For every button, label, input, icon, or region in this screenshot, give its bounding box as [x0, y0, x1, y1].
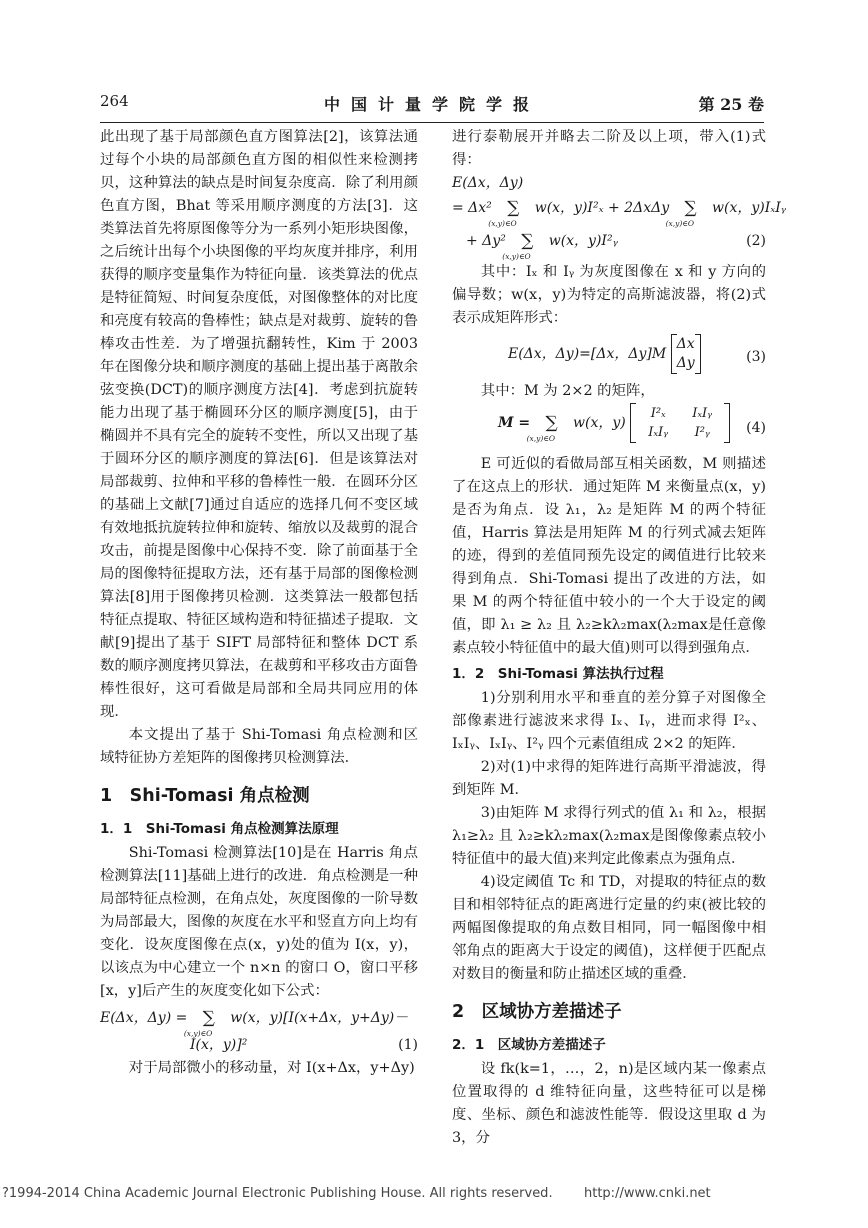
summation-symbol: ∑ (x,y)∈O — [496, 197, 530, 220]
step-paragraph: 3)由矩阵 M 求得行列式的值 λ₁ 和 λ₂，根据 λ₁≥λ₂ 且 λ₂≥kλ₂max(λ₂max是图像像素点较小特征值中的最大值)来判定此像素点为强角点． — [452, 805, 766, 867]
summation-symbol: ∑ (x,y)∈O — [510, 230, 544, 253]
step-paragraph: 2)对(1)中求得的矩阵进行高斯平滑滤波，得到矩阵 M． — [452, 759, 766, 798]
equation-1 — [100, 1007, 418, 1057]
paragraph: Shi-Tomasi 检测算法[10]是在 Harris 角点检测算法[11]基础上进行的改进．角点检测是一种局部特征点检测，在角点处，灰度图像的一阶导数为局部最大，图像的灰度在水平和竖直方向上均有变化．设灰度图像在点(x，y)处的值为 I(x，y)，以该点为中心建立一个 n×n 的窗口 O，窗口平移[x，y]后产生的灰度变化如下公式： — [100, 845, 418, 999]
page-header — [100, 92, 764, 116]
matrix-2x2 — [636, 404, 724, 442]
summation-symbol: ∑ (x,y)∈O — [192, 1007, 226, 1030]
paragraph: 对于局部微小的移动量，对 I(x+Δx，y+Δy) — [128, 1060, 415, 1076]
right-bracket — [695, 334, 701, 374]
equation-text: w(x，y)IₓIᵧ — [712, 200, 787, 216]
equation-text: E(Δx，Δy)=[Δx，Δy]M — [508, 345, 667, 362]
matrix-entry: IₓIᵧ — [648, 425, 669, 440]
equation-text: M = — [498, 414, 531, 431]
equation-text: w(x，y)I²ₓ + 2ΔxΔy — [534, 200, 670, 216]
paragraph: 设 fk(k=1，…，2，n)是区域内某一像素点位置取得的 d 维特征向量，这些特征可以是梯度、坐标、颜色和滤波性能等．假设这里取 d 为 3，分 — [452, 1061, 766, 1146]
equation-4 — [452, 403, 766, 453]
right-bracket — [724, 403, 730, 443]
subsection-heading: 1．2 Shi-Tomasi 算法执行过程 — [452, 666, 664, 682]
equation-text: w(x，y)I²ᵧ — [548, 233, 618, 249]
equation-text: w(x，y) — [573, 414, 626, 431]
paragraph: 其中：M 为 2×2 的矩阵， — [480, 383, 655, 399]
matrix-entry: I²ₓ — [650, 406, 666, 421]
equation-number: (4) — [746, 420, 766, 436]
subsection-heading: 1．1 Shi-Tomasi 角点检测算法原理 — [100, 821, 339, 837]
equation-number: (2) — [746, 233, 766, 249]
left-column — [100, 126, 418, 1080]
summation-subscript: (x,y)∈O — [526, 433, 555, 443]
journal-title: 中国计量学院学报 — [323, 95, 540, 114]
paragraph: 进行泰勒展开并略去二阶及以上项，带入(1)式得： — [452, 129, 766, 168]
volume-label: 第 25 卷 — [698, 95, 764, 114]
equation-number: (1) — [398, 1037, 418, 1053]
matrix-entry: I²ᵧ — [694, 425, 710, 440]
summation-symbol: ∑ (x,y)∈O — [535, 412, 569, 435]
copyright-text: ?1994-2014 China Academic Journal Electronic Publishing House. All rights reserved. — [2, 1186, 553, 1201]
vector-entry: Δx — [676, 336, 695, 352]
header-rule — [100, 122, 764, 123]
vector-entry: Δy — [676, 355, 695, 371]
column-vector — [677, 335, 695, 373]
matrix-entry: IₓIᵧ — [692, 406, 713, 421]
paragraph: 本文提出了基于 Shi-Tomasi 角点检测和区域特征协方差矩阵的图像拷贝检测算法． — [100, 727, 418, 766]
equation-3 — [452, 334, 766, 380]
section-heading: 2 区域协方差描述子 — [452, 1002, 622, 1022]
summation-subscript: (x,y)∈O — [488, 219, 517, 228]
summation-subscript: (x,y)∈O — [183, 1029, 213, 1038]
equation-2 — [452, 172, 787, 261]
paragraph: 此出现了基于局部颜色直方图算法[2]，该算法通过每个小块的局部颜色直方图的相似性来检测拷贝，这种算法的缺点是时间复杂度高．除了利用颜色直方图，Bhat 等采用顺序测度的方法[3]．这类算法首先将原图像等分为一系列小矩形块图像，之后统计出每个小块图像的平均灰度并排序，利用获得的顺序变量集作为特征向量．该类算法的优点是特征简短、时间复杂度低，对图像整体的对比度和亮度有较高的鲁棒性；缺点是对裁剪、旋转的鲁棒攻击性差．为了增强抗翻转性，Kim 于 2003 年在图像分块和顺序测度的基础上提出基于离散余弦变换(DCT)的顺序测度方法[4]．考虑到抗旋转能力出现了基于椭圆环分区的顺序测度[5]，由于椭圆并不具有完全的旋转不变性，所以又出现了基于圆环分区的顺序测度的算法[6]．但是该算法对局部裁剪、拉伸和平移的鲁棒性一般．在圆环分区的基础上文献[7]通过自适应的选择几何不变区域有效地抵抗旋转拉伸和旋转、缩放以及裁剪的混合攻击，前提是图像中心保持不变．除了前面基于全局的图像特征提取方法，还有基于局部的图像检测算法[8]用于图像拷贝检测．这类算法一般都包括特征点提取、特征区域构造和特征描述子提取．文献[9]提出了基于 SIFT 局部特征和整体 DCT 系数的顺序测度拷贝算法，在裁剪和平移攻击方面鲁棒性很好，这可看做是局部和全局共同应用的体现． — [100, 129, 418, 720]
equation-text: E(Δx，Δy) = — [100, 1010, 188, 1026]
equation-text: + Δy² — [466, 233, 506, 249]
paragraph: E 可近似的看做局部互相关函数，M 则描述了在这点上的形状．通过矩阵 M 来衡量点(x，y)是否为角点．设 λ₁，λ₂ 是矩阵 M 的两个特征值，Harris 算法是用矩阵 M 的行列式减去矩阵的迹，得到的差值同预先设定的阈值进行比较来得到角点．Shi-Tomasi 提出了改进的方法，如果 M 的两个特征值中较小的一个大于设定的阈值，即 λ₁ ≥ λ₂ 且 λ₂≥kλ₂max(λ₂max是任意像素点较小特征值中的最大值)则可以得到强角点． — [452, 456, 766, 656]
summation-subscript: (x,y)∈O — [502, 252, 531, 261]
summation-symbol: ∑ (x,y)∈O — [674, 197, 708, 220]
step-paragraph: 1)分别利用水平和垂直的差分算子对图像全部像素进行滤波来求得 Iₓ、Iᵧ，进而求得 I²ₓ、IₓIᵧ、IₓIᵧ、I²ᵧ 四个元素值组成 2×2 的矩阵． — [452, 690, 766, 752]
equation-text: E(Δx，Δy) — [452, 175, 524, 191]
step-paragraph: 4)设定阈值 Tc 和 TD，对提取的特征点的数目和相邻特征点的距离进行定量的约束(被比较的两幅图像提取的角点数目相同，同一幅图像中相邻角点的距离大于设定的阈值)，这样便于匹配点对数目的衡量和防止描述区域的重叠． — [452, 874, 766, 982]
equation-number: (3) — [746, 349, 766, 365]
equation-text: = Δx² — [452, 200, 492, 216]
summation-subscript: (x,y)∈O — [665, 219, 694, 228]
right-column — [452, 126, 787, 1150]
equation-text: I(x，y)]² — [190, 1037, 248, 1053]
paragraph: 其中：Iₓ 和 Iᵧ 为灰度图像在 x 和 y 方向的偏导数；w(x，y)为特定的高斯滤波器，将(2)式表示成矩阵形式： — [452, 264, 766, 326]
section-heading: 1 Shi-Tomasi 角点检测 — [100, 786, 310, 806]
page-number: 264 — [100, 92, 129, 110]
footer-url: http://www.cnki.net — [584, 1186, 711, 1201]
subsection-heading: 2．1 区域协方差描述子 — [452, 1037, 606, 1053]
equation-text: w(x，y)[I(x+Δx，y+Δy)－ — [230, 1010, 409, 1026]
